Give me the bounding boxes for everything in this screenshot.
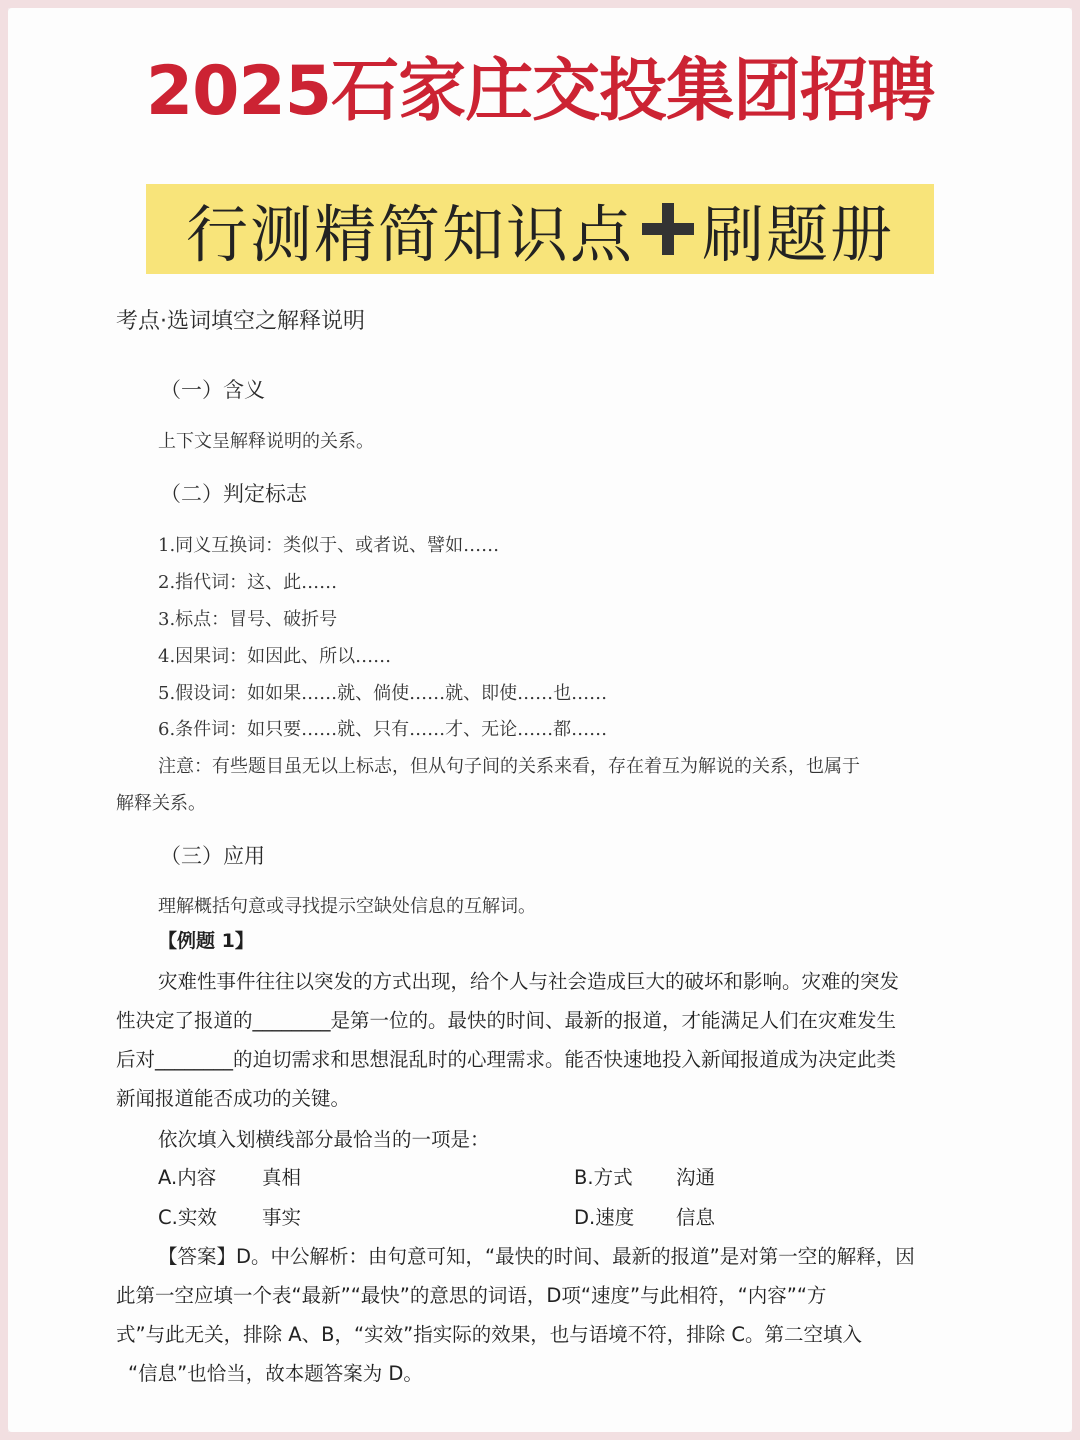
option-a-word: 真相 bbox=[262, 1166, 302, 1189]
marker-item: 4.因果词：如因此、所以…… bbox=[158, 646, 392, 667]
marker-item: 2.指代词：这、此…… bbox=[158, 572, 338, 593]
section3-text: 理解概括句意或寻找提示空缺处信息的互解词。 bbox=[158, 896, 536, 917]
answer-line: 式”与此无关，排除 A、B，“实效”指实际的效果，也与语境不符，排除 C。第二空填入 bbox=[116, 1323, 863, 1346]
marker-item: 1.同义互换词：类似于、或者说、譬如…… bbox=[158, 535, 500, 556]
option-b-word: 沟通 bbox=[676, 1166, 716, 1189]
answer-line: 此第一空应填一个表“最新”“最快”的意思的词语，D项“速度”与此相符，“内容”“方 bbox=[116, 1284, 827, 1307]
option-b-letter: B.方式 bbox=[574, 1166, 633, 1189]
example-question: 依次填入划横线部分最恰当的一项是： bbox=[158, 1128, 490, 1151]
subtitle-left: 行测精简知识点 bbox=[185, 197, 634, 271]
example-line: 性决定了报道的________是第一位的。最快的时间、最新的报道，才能满足人们在灾难发生 bbox=[116, 1009, 897, 1032]
marker-item: 3.标点：冒号、破折号 bbox=[158, 609, 338, 630]
note-line: 解释关系。 bbox=[116, 793, 206, 814]
option-c-letter: C.实效 bbox=[158, 1206, 217, 1229]
section1-text: 上下文呈解释说明的关系。 bbox=[158, 431, 374, 452]
option-d-letter: D.速度 bbox=[574, 1206, 635, 1229]
example-line: 新闻报道能否成功的关键。 bbox=[116, 1087, 351, 1110]
section1-heading: （一）含义 bbox=[160, 378, 265, 402]
example-line: 灾难性事件往往以突发的方式出现，给个人与社会造成巨大的破坏和影响。灾难的突发 bbox=[158, 970, 900, 993]
option-c-word: 事实 bbox=[262, 1206, 302, 1229]
note-line: 注意：有些题目虽无以上标志，但从句子间的关系来看，存在着互为解说的关系，也属于 bbox=[158, 756, 860, 777]
page-title: 2025石家庄交投集团招聘 bbox=[145, 52, 935, 131]
subtitle bbox=[146, 184, 934, 274]
plus-icon bbox=[642, 203, 694, 255]
option-d-word: 信息 bbox=[676, 1206, 716, 1229]
section3-heading: （三）应用 bbox=[160, 844, 265, 868]
marker-item: 5.假设词：如如果……就、倘使……就、即使……也…… bbox=[158, 683, 608, 704]
answer-line: 【答案】D。中公解析：由句意可知，“最快的时间、最新的报道”是对第一空的解释，因 bbox=[158, 1245, 915, 1268]
example-label: 【例题 1】 bbox=[158, 930, 254, 952]
marker-item: 6.条件词：如只要……就、只有……才、无论……都…… bbox=[158, 719, 608, 740]
example-line: 后对________的迫切需求和思想混乱时的心理需求。能否快速地投入新闻报道成为决定此类 bbox=[116, 1048, 897, 1071]
section2-heading: （二）判定标志 bbox=[160, 482, 307, 506]
option-a-letter: A.内容 bbox=[158, 1166, 217, 1189]
answer-line: “信息”也恰当，故本题答案为 D。 bbox=[128, 1362, 423, 1385]
subtitle-right: 刷题册 bbox=[702, 197, 895, 271]
topic-heading: 考点·选词填空之解释说明 bbox=[116, 309, 365, 334]
